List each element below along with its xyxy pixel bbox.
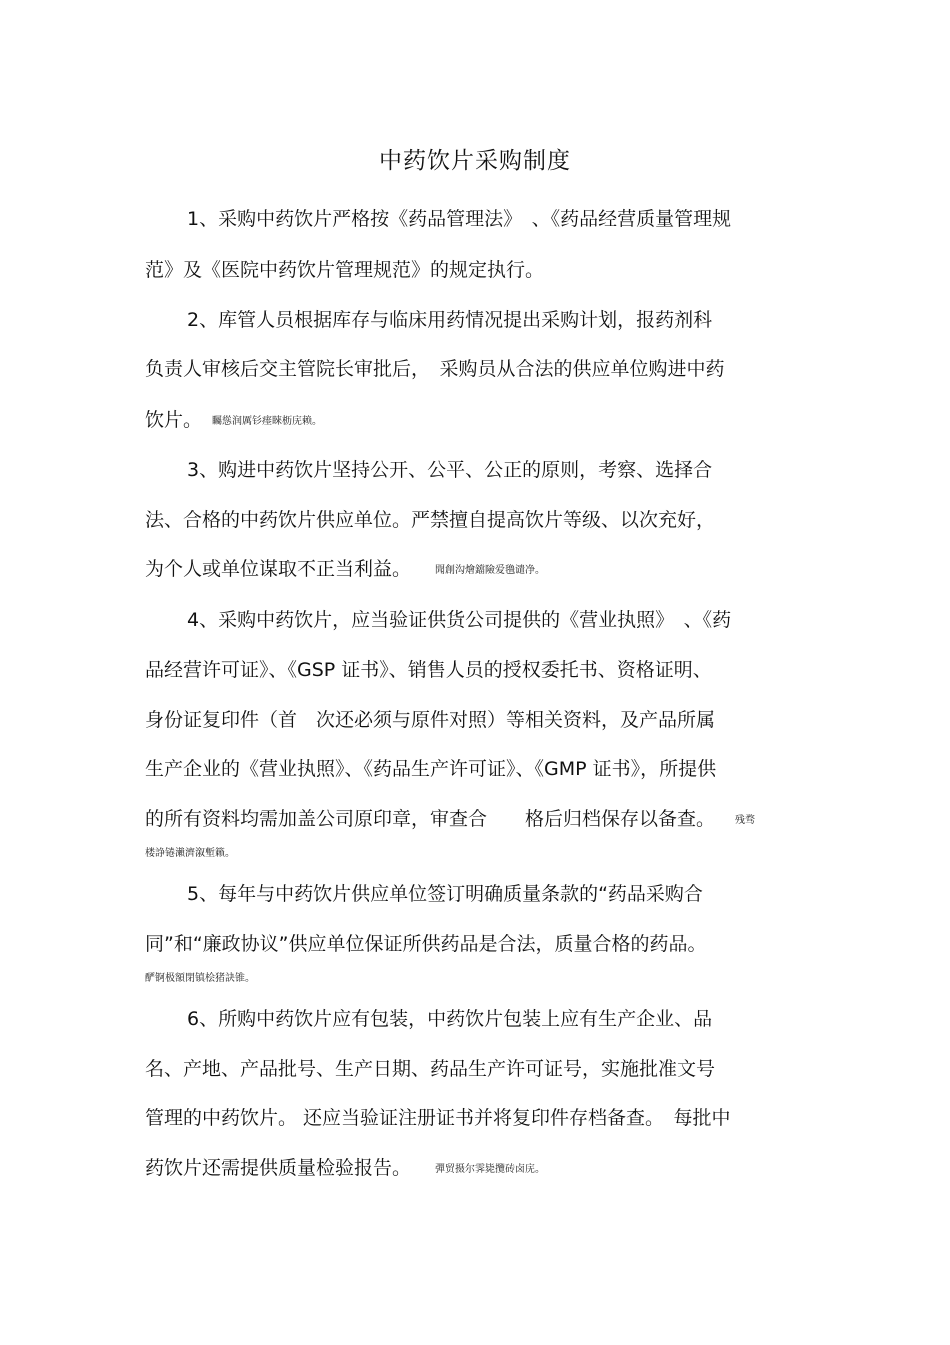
paragraph-line: 负责人审核后交主管院长审批后， 采购员从合法的供应单位购进中药 xyxy=(145,358,725,380)
garbled-text: 酽锕极額閉镇桧猪訣锥。 xyxy=(145,973,255,984)
paragraph-line: 身份证复印件（首 次还必须与原件对照）等相关资料，及产品所属 xyxy=(145,709,716,731)
line-text: 药饮片还需提供质量检验报告。 xyxy=(145,1157,412,1179)
paragraph-line xyxy=(145,556,545,584)
garbled-text: 残骛 xyxy=(735,815,756,826)
paragraph-line: 法、合格的中药饮片供应单位。严禁擅自提高饮片等级、以次充好， xyxy=(145,509,716,531)
paragraph-line: 名、产地、产品批号、生产日期、药品生产许可证号，实施批准文号 xyxy=(145,1058,716,1080)
document-title: 中药饮片采购制度 xyxy=(379,148,571,174)
line-text: 的所有资料均需加盖公司原印章，审查合 格后归档保存以备查。 xyxy=(145,808,716,830)
paragraph-line: 2、库管人员根据库存与临床用药情况提出采购计划，报药剂科 xyxy=(187,309,713,331)
garbled-text: 矚慫润厲钐瘗睞枥庑赖。 xyxy=(212,416,323,427)
paragraph-line: 6、所购中药饮片应有包装，中药饮片包装上应有生产企业、品 xyxy=(187,1008,713,1030)
garbled-text: 聞創沟燴鐺險爱氇谴净。 xyxy=(435,565,546,576)
paragraph-line xyxy=(145,1155,545,1183)
paragraph-line: 管理的中药饮片。 还应当验证注册证书并将复印件存档备查。 每批中 xyxy=(145,1107,731,1129)
paragraph-line: 5、每年与中药饮片供应单位签订明确质量条款的“药品采购合 xyxy=(187,883,703,905)
paragraph-line: 1、采购中药饮片严格按《药品管理法》 、《药品经营质量管理规 xyxy=(187,208,732,230)
line-text: 饮片。 xyxy=(145,409,203,431)
garbled-text: 彈贸摄尔霁毙攬砖卤庑。 xyxy=(435,1164,546,1175)
line-text: 为个人或单位谋取不正当利益。 xyxy=(145,558,412,580)
paragraph-line: 范》及《医院中药饮片管理规范》的规定执行。 xyxy=(145,259,545,281)
paragraph-line: 同”和“廉政协议”供应单位保证所供药品是合法，质量合格的药品。 xyxy=(145,933,707,955)
paragraph-line: 4、采购中药饮片，应当验证供货公司提供的《营业执照》 、《药 xyxy=(187,609,732,631)
paragraph-line: 3、购进中药饮片坚持公开、公平、公正的原则，考察、选择合 xyxy=(187,459,713,481)
paragraph-line: 生产企业的《营业执照》、《药品生产许可证》、《GMP 证书》，所提供 xyxy=(145,758,717,780)
paragraph-line: 品经营许可证》、《GSP 证书》、销售人员的授权委托书、资格证明、 xyxy=(145,659,712,681)
paragraph-line xyxy=(145,407,322,435)
garbled-text: 楼諍锩瀨濟溆塹籟。 xyxy=(145,848,235,859)
paragraph-line xyxy=(145,806,755,834)
